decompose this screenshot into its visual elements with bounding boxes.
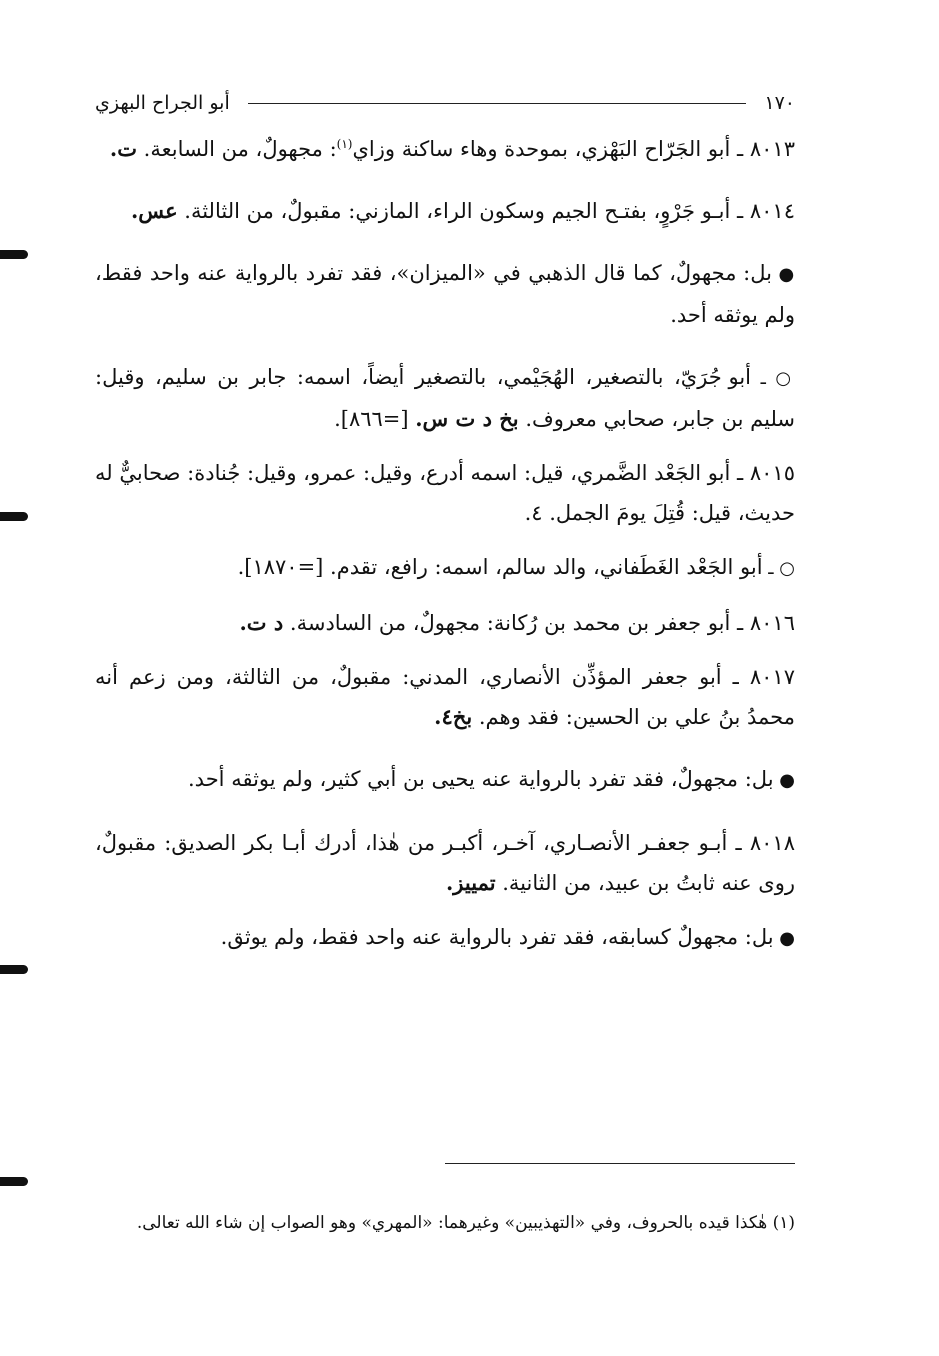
entry-8013: ٨٠١٣ ـ أبو الجَرّاح البَهْزي، بموحدة وهاء ساكنة وزاي$^{(١)}$: مجهولٌ، من السابعة. ت.: [109, 136, 795, 161]
footnote-ref[interactable]: (١): [336, 137, 353, 151]
source-code: تمييز.: [446, 870, 496, 895]
entry-8017: ٨٠١٧ ـ أبو جعفر المؤذِّن الأنصاري، المدني: مقبولٌ، من الثالثة، ومن زعم أنه محمدُ بنُ علي بن الحسين: فقد وهم. بخ٤.: [95, 665, 795, 729]
comment-8014: ● بل: مجهولٌ، كما قال الذهبي في «الميزان»، فقد تفرد بالرواية عنه واحد فقط، ولم يوثقه أحد.: [95, 261, 795, 327]
footnote-rule: [445, 1163, 795, 1164]
entries: [95, 124, 795, 981]
entry-8018: ٨٠١٨ ـ أبـو جعفـر الأنصـاري، آخـر، أكبـر من هٰذا، أدرك أبـا بكر الصديق: مقبولٌ، روى عنه ثابتُ بن عبيد، من الثانية. تمييز.: [95, 831, 795, 895]
header-rule: [248, 103, 747, 104]
scan-edge-mark: [0, 1177, 28, 1186]
circle-icon: ○ ـ: [751, 368, 795, 389]
cross-ref-abu-al-jad: ○ ـ أبو الجَعْد الغَطَفاني، والد سالم، اسمه: رافع، تقدم. [=١٨٧٠].: [237, 555, 795, 579]
running-title: أبو الجراح البهزي: [95, 92, 230, 114]
source-code: بخ د ت س.: [415, 406, 519, 431]
bullet-icon: ●: [773, 770, 795, 791]
source-code: د ت.: [239, 610, 284, 635]
scan-edge-mark: [0, 512, 28, 521]
bullet-icon: ●: [773, 928, 795, 949]
scan-edge-mark: [0, 250, 28, 259]
scan-edge-mark: [0, 965, 28, 974]
source-code: بخ٤.: [434, 704, 473, 729]
entry-8014: ٨٠١٤ ـ أبـو جَرْوٍ، بفتـح الجيم وسكون الراء، المازني: مقبولٌ، من الثالثة. عس.: [130, 198, 795, 223]
source-code: عس.: [130, 198, 178, 223]
bullet-icon: ●: [771, 264, 795, 285]
source-code: ت.: [109, 136, 137, 161]
page-number: ١٧٠: [764, 92, 795, 114]
cross-ref-abu-jurayy: ○ ـ أبو جُرَيّ، بالتصغير، الهُجَيْمي، بالتصغير أيضاً، اسمه: جابر بن سليم، وقيل: سليم بن جابر، صحابي معروف. بخ د ت س. [=٨٦٦].: [95, 365, 795, 431]
comment-8017: ● بل: مجهولٌ، فقد تفرد بالرواية عنه يحيى بن أبي كثير، ولم يوثقه أحد.: [188, 767, 795, 791]
footnote: (١) هٰكذا قيده بالحروف، وفي «التهذيبين» وغيرهما: «المهري» وهو الصواب إن شاء الله تعالى.: [136, 1213, 795, 1233]
circle-icon: ○ ـ: [762, 558, 795, 579]
comment-8018: ● بل: مجهولٌ كسابقه، فقد تفرد بالرواية عنه واحد فقط، ولم يوثق.: [220, 925, 795, 949]
entry-8016: ٨٠١٦ ـ أبو جعفر بن محمد بن رُكانة: مجهولٌ، من السادسة. د ت.: [239, 610, 795, 635]
running-header: [95, 88, 795, 118]
entry-8015: ٨٠١٥ ـ أبو الجَعْد الضَّمري، قيل: اسمه أدرع، وقيل: عمرو، وقيل: جُنادة: صحابيٌّ له حديث، قيل: قُتِلَ يومَ الجمل. ٤.: [95, 461, 795, 525]
